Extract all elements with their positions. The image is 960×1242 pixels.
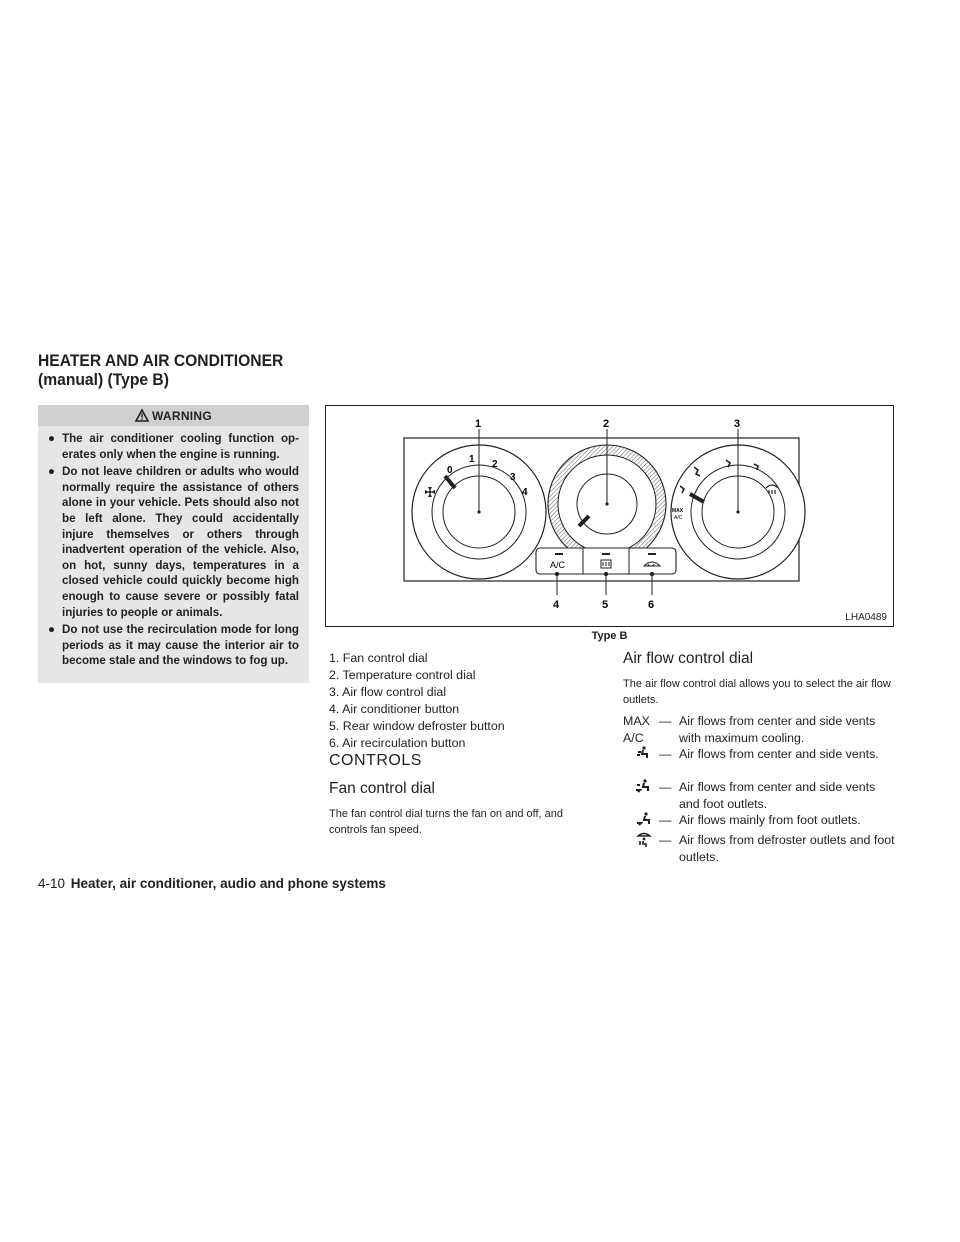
airflow-heading: Air flow control dial (623, 650, 754, 667)
section-title-line1: HEATER AND AIR CONDITIONER (38, 351, 284, 370)
legend-item: 3. Air flow control dial (329, 684, 447, 699)
airflow-dash: — (659, 780, 672, 794)
airflow-dash: — (659, 833, 672, 847)
bi-level-mode-icon (633, 779, 653, 793)
dial-max-label: MAX (672, 508, 684, 514)
dial-max-ac-label: A/C (674, 515, 683, 521)
warning-icon (135, 409, 149, 422)
warning-bullet: ● (48, 432, 56, 445)
callout-2: 2 (603, 418, 610, 430)
legend-item: 1. Fan control dial (329, 651, 428, 665)
airflow-desc: Air flows from center and side vents. (679, 747, 879, 761)
max-ac-label (623, 713, 659, 746)
warning-item-text: The air conditioner cooling function op-erates only when the engine is running. (62, 432, 299, 461)
defrost-foot-mode-icon (635, 832, 653, 848)
legend-list (329, 650, 505, 751)
foot-mode-icon (633, 812, 653, 826)
ac-label: A/C (623, 730, 644, 745)
warning-heading-text: WARNING (151, 408, 213, 423)
control-panel-illustration (326, 406, 893, 626)
warning-item-text: Do not use the recirculation mode for long periods as it may cause the interior air to become stale and the windows to fog up. (62, 623, 299, 668)
callout-5: 5 (602, 599, 609, 611)
section-title (38, 351, 283, 389)
warning-bullet: ● (48, 623, 56, 637)
figure-caption: Type B (591, 630, 628, 642)
vent-mode-icon (635, 746, 653, 760)
section-title-line2: (manual) (Type B) (38, 370, 169, 389)
fan-scale-2: 2 (492, 459, 498, 470)
legend-item: 2. Temperature control dial (329, 667, 476, 682)
warning-item-text: Do not leave children or adults who would normally require the assistance of others alone in your vehicle. Pets should also not be left alone. They could accidentally injure themselves or others through inadvertent operation of the vehicle. Also, on hot, sunny days, temperatures in a closed vehicle could quickly become high enough to cause severe or possibly fatal injuries to people or animals. (62, 465, 299, 619)
callout-6: 6 (648, 599, 655, 611)
fan-dial-text: The fan control dial turns the fan on and off, and controls fan speed. (329, 808, 564, 836)
legend-item: 5. Rear window defroster button (329, 718, 505, 733)
airflow-dash: — (659, 714, 672, 728)
warning-item (48, 431, 299, 462)
warning-item (48, 622, 299, 669)
legend-item: 4. Air conditioner button (329, 701, 460, 716)
airflow-desc: Air flows from defroster outlets and foot outlets. (679, 833, 895, 864)
legend-item: 6. Air recirculation button (329, 735, 466, 750)
ac-button-label: A/C (550, 560, 566, 570)
page-number: 4-10 (38, 876, 66, 891)
airflow-dash: — (659, 813, 672, 827)
airflow-desc: Air flows mainly from foot outlets. (679, 813, 861, 827)
fan-scale-0: 0 (447, 465, 453, 476)
max-label: MAX (623, 714, 650, 728)
airflow-desc: Air flows from center and side vents and foot outlets. (679, 780, 876, 811)
airflow-dash: — (659, 747, 672, 761)
warning-bullet: ● (48, 465, 56, 479)
chapter-title: Heater, air conditioner, audio and phone systems (70, 876, 386, 891)
figure-code: LHA0489 (845, 612, 887, 623)
callout-4: 4 (553, 599, 560, 611)
fan-scale-4: 4 (522, 487, 528, 498)
callout-1: 1 (475, 418, 482, 430)
airflow-intro: The air flow control dial allows you to select the air flow outlets. (623, 678, 891, 706)
warning-item (48, 464, 299, 620)
warning-list (38, 426, 309, 669)
page-footer (38, 876, 386, 891)
callout-3: 3 (734, 418, 741, 430)
warning-heading (38, 405, 309, 426)
control-panel-figure (325, 405, 894, 627)
fan-scale-1: 1 (469, 454, 475, 465)
fan-scale-3: 3 (510, 472, 516, 483)
airflow-desc: Air flows from center and side vents with maximum cooling. (679, 714, 876, 745)
warning-box (38, 405, 309, 683)
fan-dial-heading: Fan control dial (329, 780, 435, 797)
controls-heading: CONTROLS (329, 752, 422, 769)
